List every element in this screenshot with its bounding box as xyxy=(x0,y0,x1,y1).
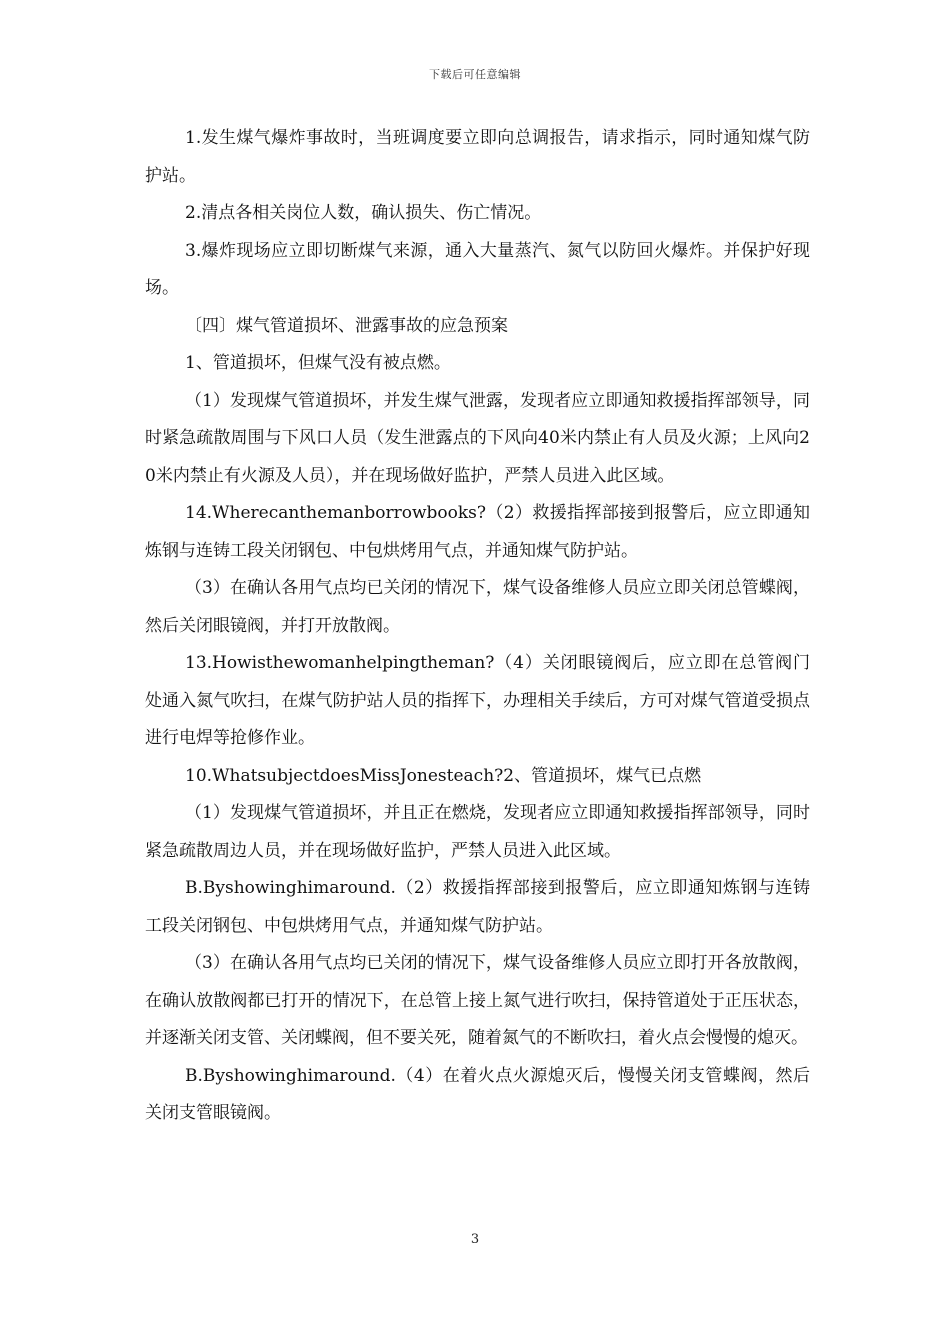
paragraph: 3.爆炸现场应立即切断煤气来源，通入大量蒸汽、氮气以防回火爆炸。并保护好现场。 xyxy=(145,240,810,298)
page-number: 3 xyxy=(470,1232,480,1247)
paragraph: 14.Wherecanthemanborrowbooks?（2）救援指挥部接到报警后，应立即通知炼钢与连铸工段关闭钢包、中包烘烤用气点，并通知煤气防护站。 xyxy=(145,503,810,561)
paragraph: （3）在确认各用气点均已关闭的情况下，煤气设备维修人员应立即打开各放散阀，在确认放散阀都已打开的情况下，在总管上接上氮气进行吹扫，保持管道处于正压状态，并逐渐关闭支管、关闭蝶阀，但不要关死，随着氮气的不断吹扫，着火点会慢慢的熄灭。 xyxy=(145,953,810,1048)
subsection-heading: 1、管道损坏，但煤气没有被点燃。 xyxy=(185,353,451,373)
paragraph: 1.发生煤气爆炸事故时，当班调度要立即向总调报告，请求指示，同时通知煤气防护站。 xyxy=(145,128,810,186)
paragraph: 13.Howisthewomanhelpingtheman?（4）关闭眼镜阀后，应立即在总管阀门处通入氮气吹扫，在煤气防护站人员的指挥下，办理相关手续后，方可对煤气管道受损点进行电焊等抢修作业。 xyxy=(145,653,810,748)
paragraph: （1）发现煤气管道损坏，并发生煤气泄露，发现者应立即通知救援指挥部领导，同时紧急疏散周围与下风口人员（发生泄露点的下风向40米内禁止有人员及火源；上风向20米内禁止有火源及人员），并在现场做好监护，严禁人员进入此区域。 xyxy=(145,390,810,486)
section-heading: 〔四〕煤气管道损坏、泄露事故的应急预案 xyxy=(185,315,508,336)
paragraph: B.Byshowinghimaround.（2）救援指挥部接到报警后，应立即通知炼钢与连铸工段关闭钢包、中包烘烤用气点，并通知煤气防护站。 xyxy=(145,878,810,936)
paragraph: （3）在确认各用气点均已关闭的情况下，煤气设备维修人员应立即关闭总管蝶阀，然后关闭眼镜阀，并打开放散阀。 xyxy=(145,578,810,636)
paragraph: （1）发现煤气管道损坏，并且正在燃烧，发现者应立即通知救援指挥部领导，同时紧急疏散周边人员，并在现场做好监护，严禁人员进入此区域。 xyxy=(145,803,810,861)
paragraph: B.Byshowinghimaround.（4）在着火点火源熄灭后，慢慢关闭支管蝶阀，然后关闭支管眼镜阀。 xyxy=(145,1065,810,1123)
document-body xyxy=(145,120,810,1133)
paragraph: 2.清点各相关岗位人数，确认损失、伤亡情况。 xyxy=(185,203,542,223)
paragraph: 10.WhatsubjectdoesMissJonesteach?2、管道损坏，煤气已点燃 xyxy=(185,765,702,786)
page-header: 下载后可任意编辑 xyxy=(429,68,521,81)
